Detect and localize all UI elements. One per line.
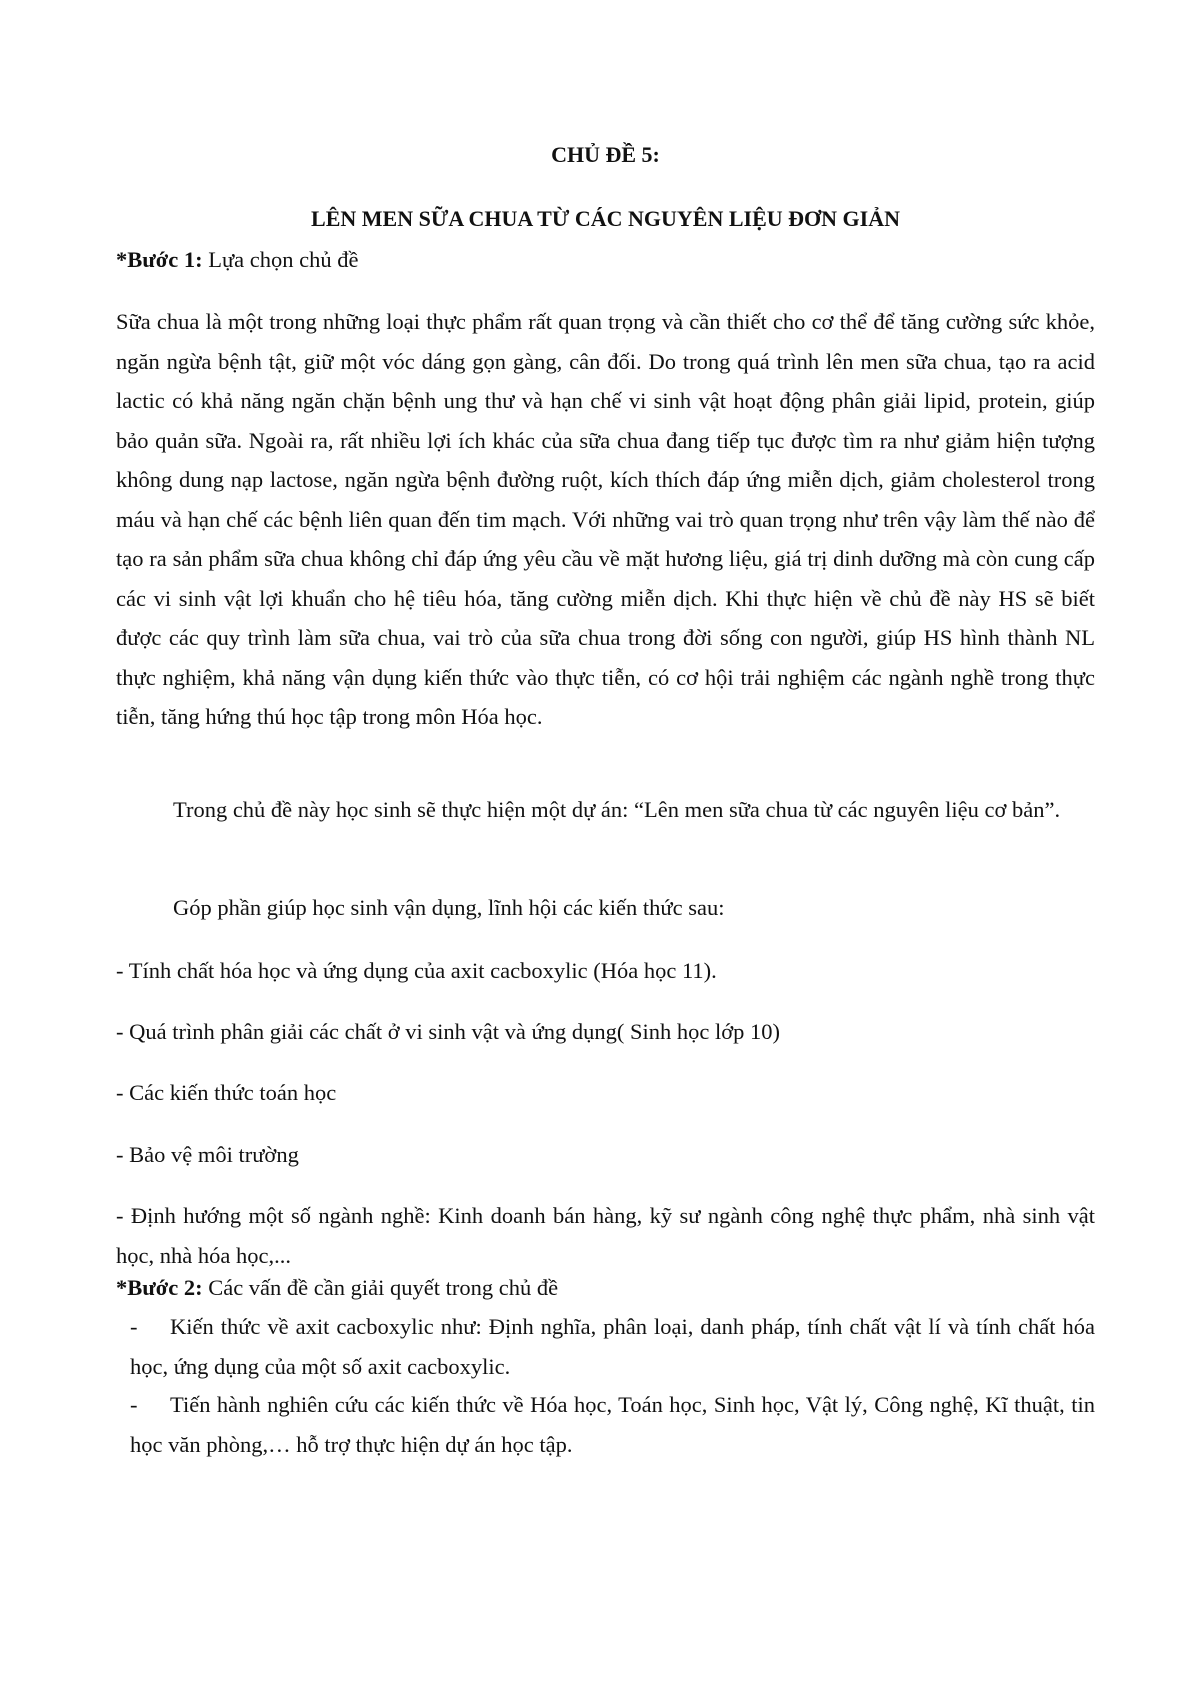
issue-text: Kiến thức về axit cacboxylic như: Định nghĩa, phân loại, danh pháp, tính chất vật lí và tính chất hóa học, ứng dụng của một số axit cacboxylic. [130,1314,1095,1379]
topic-title: LÊN MEN SỮA CHUA TỪ CÁC NGUYÊN LIỆU ĐƠN GIẢN [311,206,900,231]
knowledge-item: - Định hướng một số ngành nghề: Kinh doanh bán hàng, kỹ sư ngành công nghệ thực phẩm, nhà sinh vật học, nhà hóa học,... [116,1203,1095,1268]
step2-text: Các vấn đề cần giải quyết trong chủ đề [202,1275,559,1300]
step1-label: *Bước 1: [116,247,203,272]
document-page [116,0,1095,1698]
intro-paragraph: Sữa chua là một trong những loại thực phẩm rất quan trọng và cần thiết cho cơ thể để tăng cường sức khỏe, ngăn ngừa bệnh tật, giữ một vóc dáng gọn gàng, cân đối. Do trong quá trình lên men sữa chua, tạo ra acid lactic có khả năng ngăn chặn bệnh ung thư và hạn chế vi sinh vật hoạt động phân giải lipid, protein, giúp bảo quản sữa. Ngoài ra, rất nhiều lợi ích khác của sữa chua đang tiếp tục được tìm ra như giảm hiện tượng không dung nạp lactose, ngăn ngừa bệnh đường ruột, kích thích đáp ứng miễn dịch, giảm cholesterol trong máu và hạn chế các bệnh liên quan đến tim mạch. Với những vai trò quan trọng như trên vậy làm thế nào để tạo ra sản phẩm sữa chua không chỉ đáp ứng yêu cầu về mặt hương liệu, giá trị dinh dưỡng mà còn cung cấp các vi sinh vật lợi khuẩn cho hệ tiêu hóa, tăng cường miễn dịch. Khi thực hiện về chủ đề này HS sẽ biết được các quy trình làm sữa chua, vai trò của sữa chua trong đời sống con người, giúp HS hình thành NL thực nghiệm, khả năng vận dụng kiến thức vào thực tiễn, có cơ hội trải nghiệm các ngành nghề trong thực tiễn, tăng hứng thú học tập trong môn Hóa học. [116,309,1095,729]
step2-label: *Bước 2: [116,1275,203,1300]
step1-heading [116,240,1095,280]
project-paragraph: Trong chủ đề này học sinh sẽ thực hiện một dự án: “Lên men sữa chua từ các nguyên liệu cơ bản”. [173,797,1061,822]
knowledge-item: - Tính chất hóa học và ứng dụng của axit cacboxylic (Hóa học 11). [116,958,717,983]
issue-text: Tiến hành nghiên cứu các kiến thức về Hóa học, Toán học, Sinh học, Vật lý, Công nghệ, Kĩ thuật, tin học văn phòng,… hỗ trợ thực hiện dự án học tập. [130,1392,1095,1457]
knowledge-item: - Các kiến thức toán học [116,1080,337,1105]
step1-text: Lựa chọn chủ đề [202,247,359,272]
issue-item: - Kiến thức về axit cacboxylic như: Định nghĩa, phân loại, danh pháp, tính chất vật lí và tính chất hóa học, ứng dụng của một số axit cacboxylic. [130,1314,1095,1379]
knowledge-item: - Quá trình phân giải các chất ở vi sinh vật và ứng dụng( Sinh học lớp 10) [116,1019,780,1044]
issue-item: - Tiến hành nghiên cứu các kiến thức về Hóa học, Toán học, Sinh học, Vật lý, Công nghệ, Kĩ thuật, tin học văn phòng,… hỗ trợ thực hiện dự án học tập. [130,1392,1095,1457]
knowledge-intro: Góp phần giúp học sinh vận dụng, lĩnh hội các kiến thức sau: [173,895,725,920]
knowledge-item: - Bảo vệ môi trường [116,1142,299,1167]
topic-number: CHỦ ĐỀ 5: [551,142,660,167]
step2-heading [116,1268,1095,1308]
